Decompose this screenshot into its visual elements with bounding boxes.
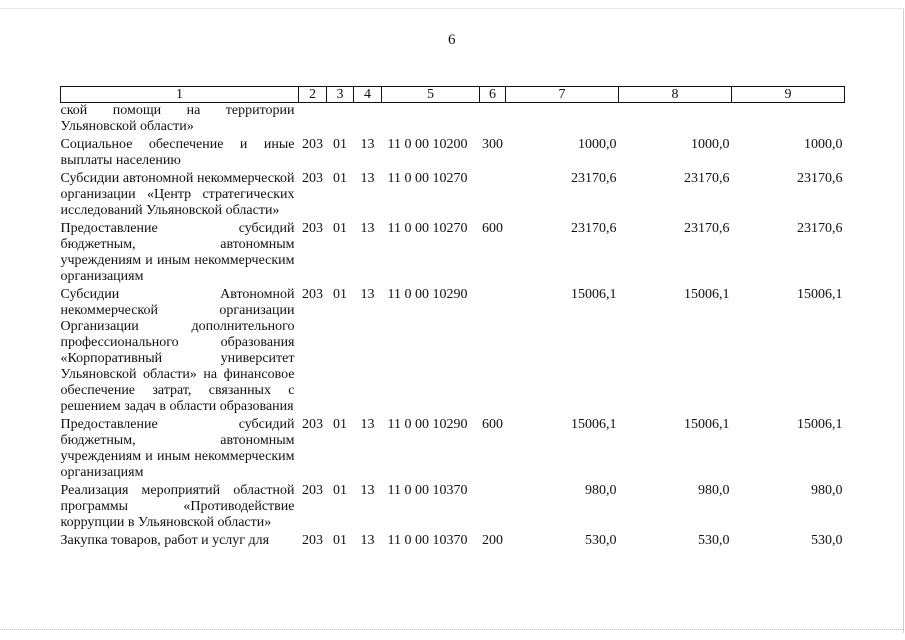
amount-col7: 530,0 xyxy=(585,533,617,548)
row-name: Реализация мероприятий областной программы «Противодействие коррупции в Ульяновской области» xyxy=(60,483,295,530)
amount-col8: 23170,6 xyxy=(684,171,730,186)
page-bottom-edge xyxy=(0,629,903,630)
row-name: Предоставление субсидий бюджетным, автономным учреждениям и иным некоммерческим организациям xyxy=(60,417,295,480)
code-target: 11 0 00 10200 xyxy=(387,137,468,152)
table-row xyxy=(61,417,845,483)
header-cell: 6 xyxy=(480,87,506,103)
header-cell: 5 xyxy=(382,87,480,103)
code-expense-type: 600 xyxy=(482,221,503,236)
code-admin: 203 xyxy=(302,483,323,498)
amount-col8: 530,0 xyxy=(698,533,730,548)
table-row xyxy=(61,221,845,287)
code-target: 11 0 00 10370 xyxy=(387,533,468,548)
amount-col9: 980,0 xyxy=(811,483,843,498)
amount-col7: 23170,6 xyxy=(571,171,617,186)
amount-col9: 1000,0 xyxy=(804,137,843,152)
code-subsection xyxy=(354,103,382,138)
amount-col7: 980,0 xyxy=(585,483,617,498)
code-admin xyxy=(299,103,327,138)
header-cell: 7 xyxy=(506,87,619,103)
code-section: 01 xyxy=(333,533,347,548)
amount-col9: 530,0 xyxy=(811,533,843,548)
header-cell: 3 xyxy=(327,87,354,103)
code-expense-type xyxy=(480,171,506,221)
header-cell: 4 xyxy=(354,87,382,103)
code-target: 11 0 00 10370 xyxy=(387,483,468,498)
code-target: 11 0 00 10270 xyxy=(387,221,468,236)
amount-col7: 23170,6 xyxy=(571,221,617,236)
amount-col8: 23170,6 xyxy=(684,221,730,236)
amount-col9: 15006,1 xyxy=(797,417,843,432)
code-expense-type xyxy=(480,103,506,138)
amount-col8: 1000,0 xyxy=(691,137,730,152)
code-subsection: 13 xyxy=(360,171,375,186)
code-target: 11 0 00 10270 xyxy=(387,171,468,186)
table-row xyxy=(61,287,845,417)
header-cell: 1 xyxy=(61,87,299,103)
table-row xyxy=(61,483,845,533)
header-cell: 8 xyxy=(619,87,732,103)
code-expense-type xyxy=(480,287,506,417)
amount-col7: 1000,0 xyxy=(578,137,617,152)
code-admin: 203 xyxy=(302,533,323,548)
table-row xyxy=(61,533,845,551)
amount-col8: 15006,1 xyxy=(684,287,730,302)
code-subsection: 13 xyxy=(360,483,375,498)
amount-col9: 23170,6 xyxy=(797,221,843,236)
code-admin: 203 xyxy=(302,287,323,302)
page-number: 6 xyxy=(448,32,456,48)
code-subsection: 13 xyxy=(360,533,375,548)
amount-col9: 23170,6 xyxy=(797,171,843,186)
code-section: 01 xyxy=(333,287,347,302)
code-admin: 203 xyxy=(302,417,323,432)
code-target: 11 0 00 10290 xyxy=(387,287,468,302)
row-name: Предоставление субсидий бюджетным, автономным учреждениям и иным некоммерческим организациям xyxy=(60,221,295,284)
code-admin: 203 xyxy=(302,171,323,186)
budget-table xyxy=(60,86,845,551)
code-subsection: 13 xyxy=(360,417,375,432)
amount-col7 xyxy=(506,103,619,138)
code-expense-type: 200 xyxy=(482,533,503,548)
row-name: Субсидии Автономной некоммерческой организации Организации дополнительного профессионального образования «Корпоративный университет Ульяновской области» на финансовое обеспечение затрат, связанных с решением задач в области образования xyxy=(60,287,295,414)
code-target xyxy=(382,103,480,138)
row-name: ской помощи на территории Ульяновской области» xyxy=(60,103,295,134)
amount-col8: 980,0 xyxy=(698,483,730,498)
code-section: 01 xyxy=(333,417,347,432)
code-section: 01 xyxy=(333,171,347,186)
code-expense-type: 300 xyxy=(482,137,503,152)
header-cell: 2 xyxy=(299,87,327,103)
amount-col7: 15006,1 xyxy=(571,287,617,302)
code-target: 11 0 00 10290 xyxy=(387,417,468,432)
row-name: Социальное обеспечение и иные выплаты населению xyxy=(60,137,295,168)
code-subsection: 13 xyxy=(360,287,375,302)
table-row xyxy=(61,103,845,138)
code-subsection: 13 xyxy=(360,221,375,236)
code-admin: 203 xyxy=(302,137,323,152)
header-row xyxy=(61,87,845,103)
header-cell: 9 xyxy=(732,87,845,103)
code-section: 01 xyxy=(333,137,347,152)
row-name: Закупка товаров, работ и услуг для xyxy=(60,533,270,548)
amount-col9: 15006,1 xyxy=(797,287,843,302)
table-row xyxy=(61,137,845,171)
code-admin: 203 xyxy=(302,221,323,236)
table-row xyxy=(61,171,845,221)
code-section xyxy=(327,103,354,138)
code-expense-type: 600 xyxy=(482,417,503,432)
amount-col7: 15006,1 xyxy=(571,417,617,432)
row-name: Субсидии автономной некоммерческой организации «Центр стратегических исследований Ульяновской области» xyxy=(60,171,295,218)
amount-col8: 15006,1 xyxy=(684,417,730,432)
amount-col9 xyxy=(732,103,845,138)
code-section: 01 xyxy=(333,221,347,236)
code-subsection: 13 xyxy=(360,137,375,152)
code-section: 01 xyxy=(333,483,347,498)
amount-col8 xyxy=(619,103,732,138)
code-expense-type xyxy=(480,483,506,533)
